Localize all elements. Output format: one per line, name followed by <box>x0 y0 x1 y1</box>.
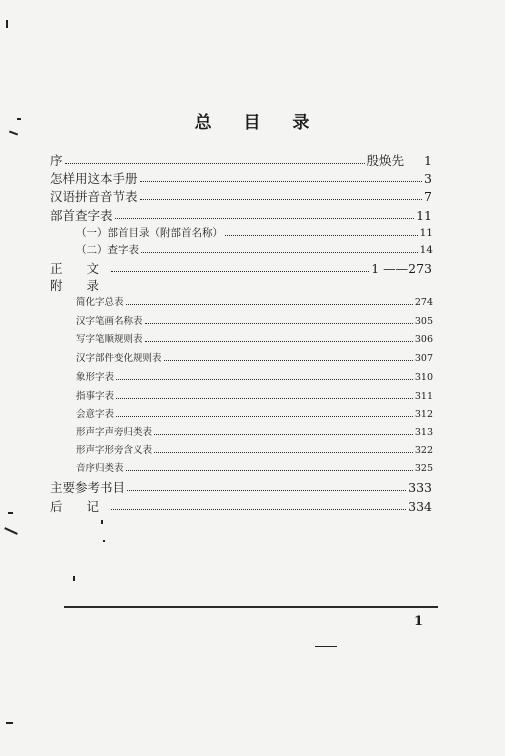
scan-speck <box>73 576 75 581</box>
toc-page: 322 <box>414 445 433 456</box>
toc-label: 指事字表 <box>76 391 115 402</box>
dot-leader <box>65 163 365 164</box>
toc-page: 333 <box>408 480 432 495</box>
toc-entry-appendix-item <box>76 313 433 327</box>
toc-entry-appendix-item <box>76 406 433 420</box>
toc-label: 后 记 <box>50 499 109 514</box>
toc-page: 14 <box>419 244 433 256</box>
scan-speck <box>101 520 103 524</box>
toc-entry-appendix-item <box>76 331 433 345</box>
toc-label: （一）部首目录（附部首名称） <box>76 227 223 239</box>
page-title: 总 目 录 <box>194 113 323 133</box>
dot-leader <box>116 379 413 380</box>
toc-page: 313 <box>414 427 433 438</box>
toc-label: 音序归类表 <box>76 463 124 474</box>
toc-entry-how-to-use <box>50 169 432 187</box>
toc-entry-appendix-item <box>76 369 433 383</box>
scan-speck <box>8 512 13 514</box>
dot-leader <box>111 271 369 272</box>
toc-page: 305 <box>414 316 433 327</box>
dot-leader <box>126 304 413 305</box>
toc-entry-appendix-item <box>76 350 433 364</box>
dot-leader <box>140 199 423 200</box>
toc-entry-appendix-item <box>76 442 433 456</box>
dot-leader <box>126 470 413 471</box>
toc-page: 11 <box>416 208 432 223</box>
dot-leader <box>116 398 413 399</box>
toc-entry-appendix-item <box>76 388 433 402</box>
scan-speck <box>6 20 8 28</box>
footer-rule <box>64 606 438 608</box>
toc-entry-pinyin-table <box>50 187 432 205</box>
dot-leader <box>145 341 413 342</box>
toc-label: 象形字表 <box>76 372 115 383</box>
toc-page: 7 <box>424 189 432 204</box>
toc-entry-radical-list <box>76 225 433 240</box>
toc-page: 274 <box>414 297 433 308</box>
toc-label: 部首查字表 <box>50 208 113 223</box>
toc-label: 简化字总表 <box>76 297 124 308</box>
toc-entry-appendix: 附 录 <box>50 278 109 293</box>
toc-page: 312 <box>414 409 433 420</box>
dot-leader <box>154 452 413 453</box>
toc-label: 主要参考书目 <box>50 480 126 495</box>
toc-label: 正 文 <box>50 261 109 276</box>
toc-page: 310 <box>414 372 433 383</box>
dot-leader <box>111 509 406 510</box>
toc-page: 311 <box>414 391 433 402</box>
toc-page: 306 <box>414 334 433 345</box>
toc-page: 3 <box>424 171 432 186</box>
dot-leader <box>127 490 406 491</box>
toc-page: 1 <box>424 153 432 168</box>
scan-speck <box>103 540 105 542</box>
toc-page: 307 <box>414 353 433 364</box>
dot-leader <box>115 218 415 219</box>
toc-entry-afterword <box>50 497 432 515</box>
toc-page: 325 <box>414 463 433 474</box>
toc-label: 汉字部件变化规则表 <box>76 353 162 364</box>
toc-label: 会意字表 <box>76 409 115 420</box>
dot-leader <box>116 416 413 417</box>
toc-page: 11 <box>419 227 433 239</box>
toc-label: 汉语拼音音节表 <box>50 189 138 204</box>
toc-entry-appendix-item <box>76 460 433 474</box>
toc-entry-preface <box>50 151 432 169</box>
toc-entry-character-lookup <box>76 242 433 257</box>
toc-label: 汉字笔画名称表 <box>76 316 143 327</box>
toc-label: 怎样用这本手册 <box>50 171 138 186</box>
toc-page: 334 <box>408 499 432 514</box>
toc-label: 形声字形旁含义表 <box>76 445 153 456</box>
scan-speck <box>315 646 337 647</box>
dot-leader <box>225 235 418 236</box>
dot-leader <box>154 434 413 435</box>
footer-page-number: 1 <box>414 614 424 629</box>
toc-entry-references <box>50 478 432 496</box>
toc-author: 殷焕先 <box>366 153 405 168</box>
toc-entry-appendix-item <box>76 424 433 438</box>
dot-leader <box>141 252 418 253</box>
dot-leader <box>145 323 413 324</box>
scan-speck <box>17 118 21 120</box>
scan-speck <box>6 722 13 724</box>
toc-entry-radical-index <box>50 206 432 224</box>
scan-speck <box>4 527 18 535</box>
toc-label: 形声字声旁归类表 <box>76 427 153 438</box>
dot-leader <box>164 360 413 361</box>
toc-page: 1 ——273 <box>371 261 432 276</box>
toc-label: 序 <box>50 153 63 168</box>
toc-entry-main-text <box>50 259 432 277</box>
toc-entry-appendix-item <box>76 294 433 308</box>
toc-label: （二）查字表 <box>76 244 139 256</box>
toc-label: 写字笔顺规则表 <box>76 334 143 345</box>
dot-leader <box>140 181 423 182</box>
